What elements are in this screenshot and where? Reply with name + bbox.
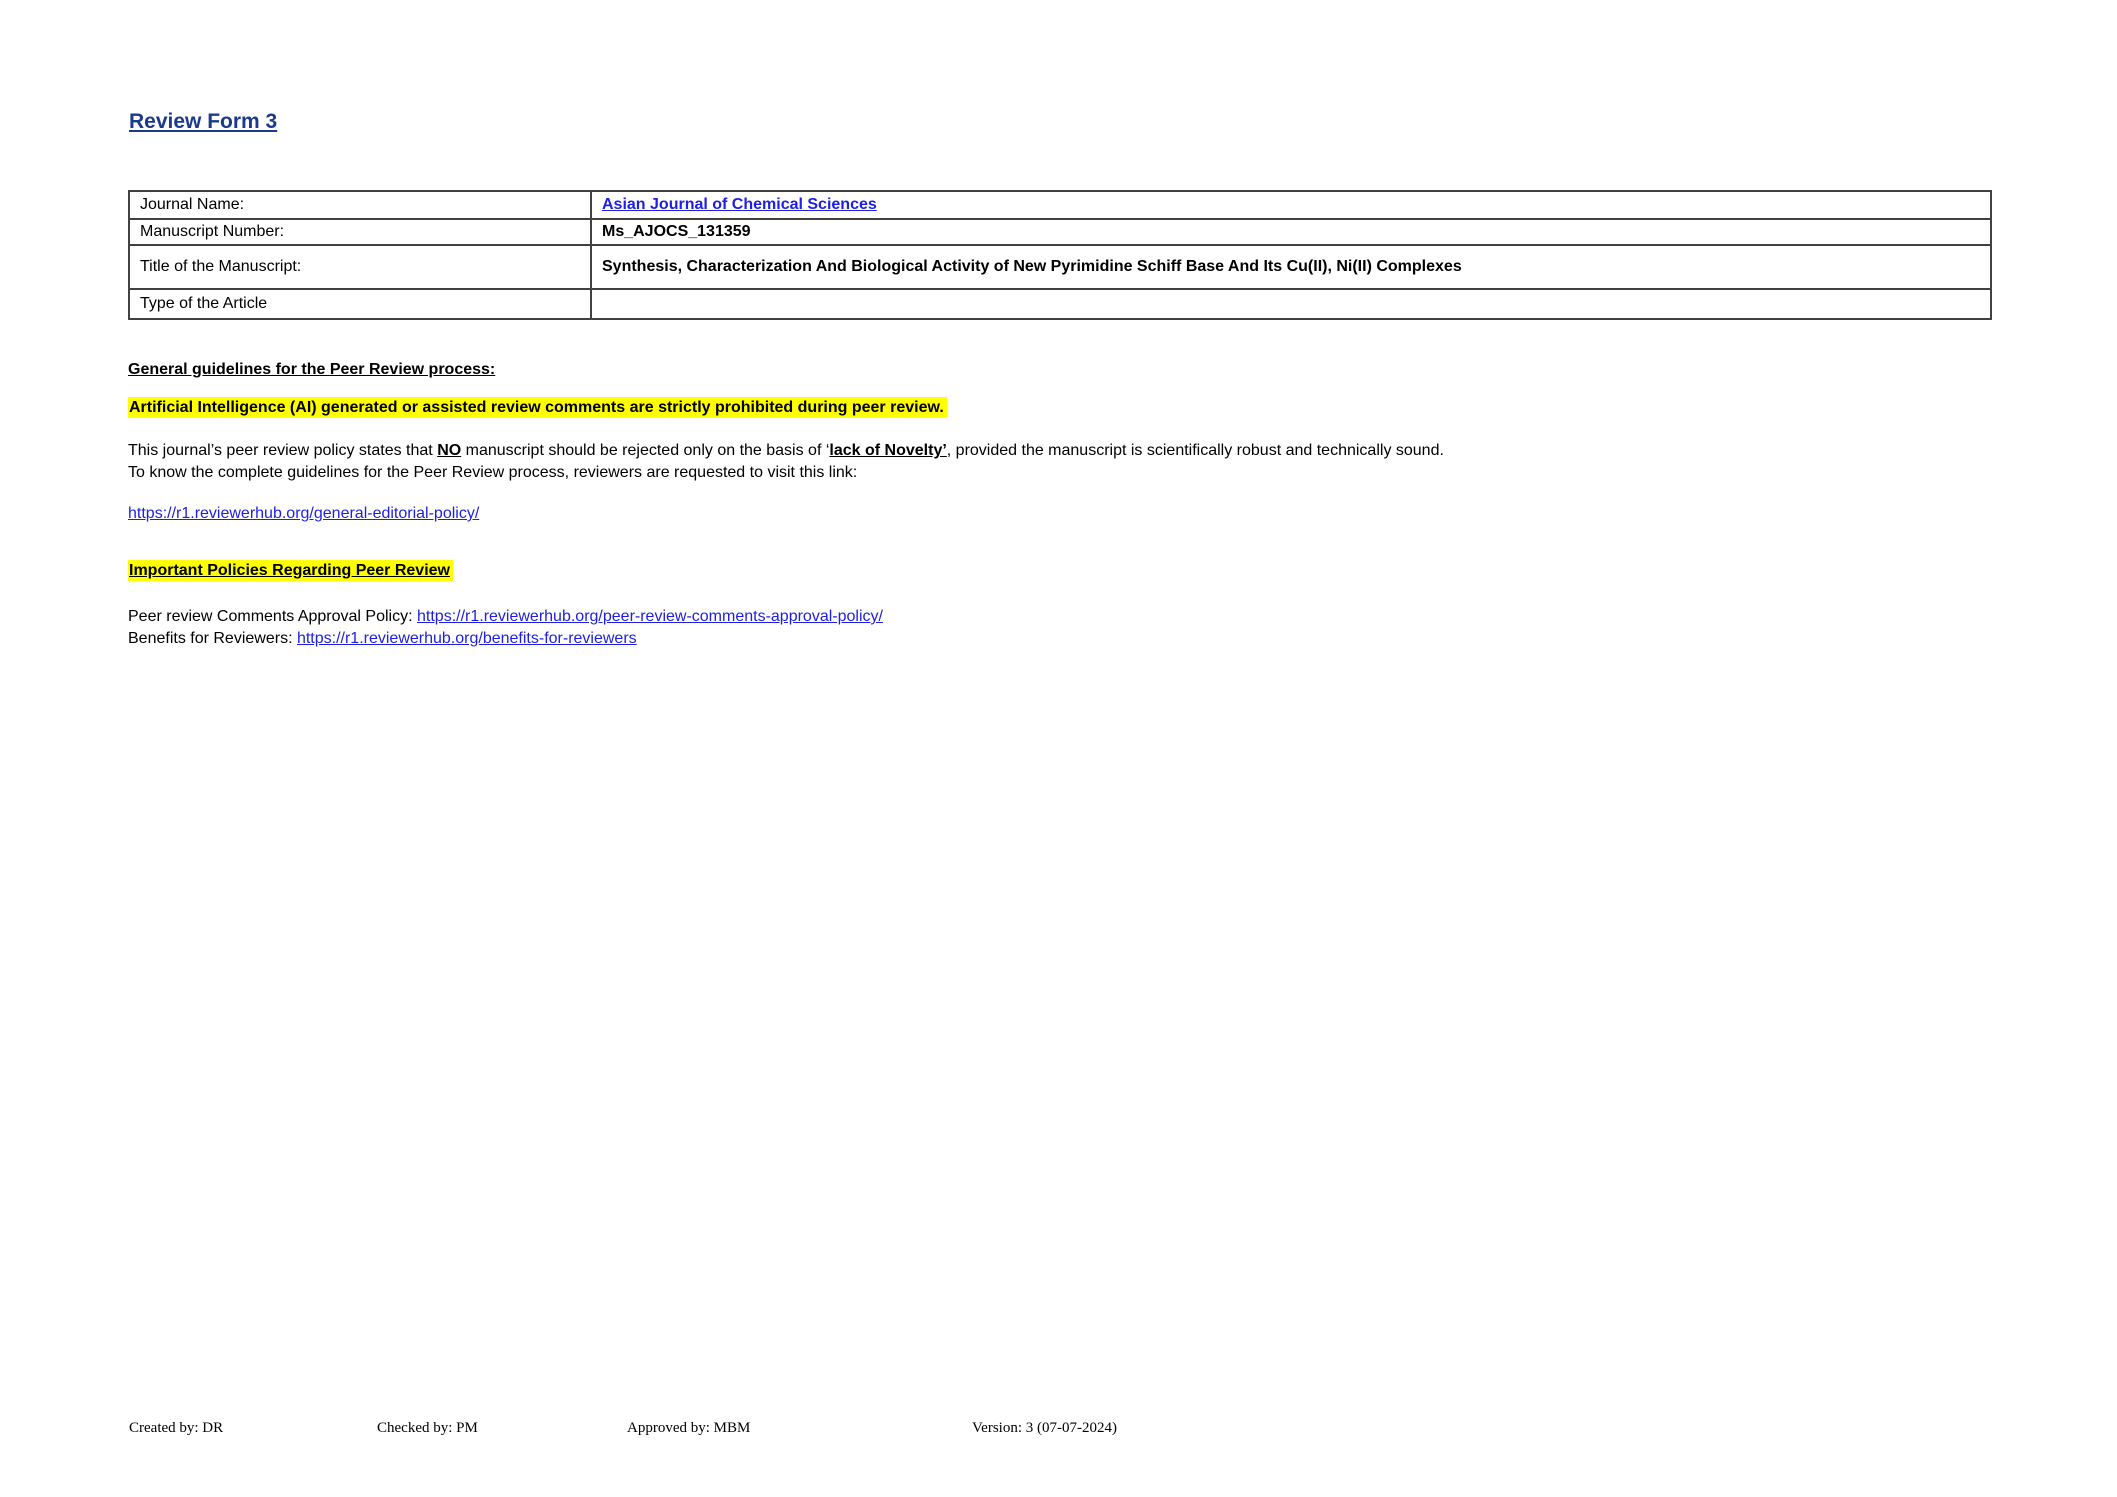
journal-name-value	[591, 191, 1991, 219]
benefits-link[interactable]: https://r1.reviewerhub.org/benefits-for-reviewers	[296, 629, 637, 647]
general-editorial-policy-link[interactable]: https://r1.reviewerhub.org/general-editorial-policy/	[128, 505, 480, 522]
manuscript-number-value: Ms_AJOCS_131359	[591, 219, 1991, 245]
manuscript-number-label: Manuscript Number:	[129, 219, 591, 245]
important-policies-heading-line	[128, 560, 2058, 582]
manuscript-title-label: Title of the Manuscript:	[129, 245, 591, 289]
page-title: Review Form 3	[129, 110, 278, 133]
manuscript-title-value: Synthesis, Characterization And Biological Activity of New Pyrimidine Schiff Base And Its Cu(II), Ni(II) Complexes	[591, 245, 1991, 289]
article-type-value	[591, 289, 1991, 319]
policy-text-line2: To know the complete guidelines for the Peer Review process, reviewers are requested to visit this link:	[128, 463, 858, 481]
ai-prohibition-notice	[128, 397, 2058, 419]
table-row	[129, 245, 1991, 289]
footer-approved-by: Approved by: MBM	[627, 1420, 751, 1436]
manuscript-meta-table	[128, 190, 1992, 320]
article-type-label: Type of the Article	[129, 289, 591, 319]
policy-text-part: , provided the manuscript is scientifically robust and technically sound.	[946, 442, 1444, 459]
footer-checked-by: Checked by: PM	[377, 1420, 478, 1436]
policy-text-novelty: lack of Novelty’	[829, 442, 947, 459]
approval-policy-link[interactable]: https://r1.reviewerhub.org/peer-review-comments-approval-policy/	[417, 608, 883, 625]
policy-text-part: manuscript should be rejected only on the basis of ‘	[461, 442, 830, 459]
table-row	[129, 219, 1991, 245]
policy-paragraph	[128, 440, 2058, 483]
policy-text-part: This journal’s peer review policy states that	[128, 442, 438, 459]
footer-created-by: Created by: DR	[129, 1420, 224, 1436]
table-row	[129, 289, 1991, 319]
benefits-label: Benefits for Reviewers:	[128, 629, 297, 647]
policy-links-block	[128, 606, 2058, 649]
journal-name-link[interactable]: Asian Journal of Chemical Sciences	[602, 196, 877, 213]
general-policy-link-line	[128, 503, 2058, 525]
guidelines-heading: General guidelines for the Peer Review process:	[128, 361, 496, 378]
footer-version: Version: 3 (07-07-2024)	[972, 1420, 1117, 1436]
table-row	[129, 191, 1991, 219]
important-policies-heading: Important Policies Regarding Peer Review	[128, 560, 453, 581]
policy-text-no: NO	[437, 442, 462, 459]
ai-prohibition-text: Artificial Intelligence (AI) generated or assisted review comments are strictly prohibited during peer review.	[128, 397, 947, 418]
approval-policy-label: Peer review Comments Approval Policy:	[128, 608, 417, 625]
journal-name-label: Journal Name:	[129, 191, 591, 219]
